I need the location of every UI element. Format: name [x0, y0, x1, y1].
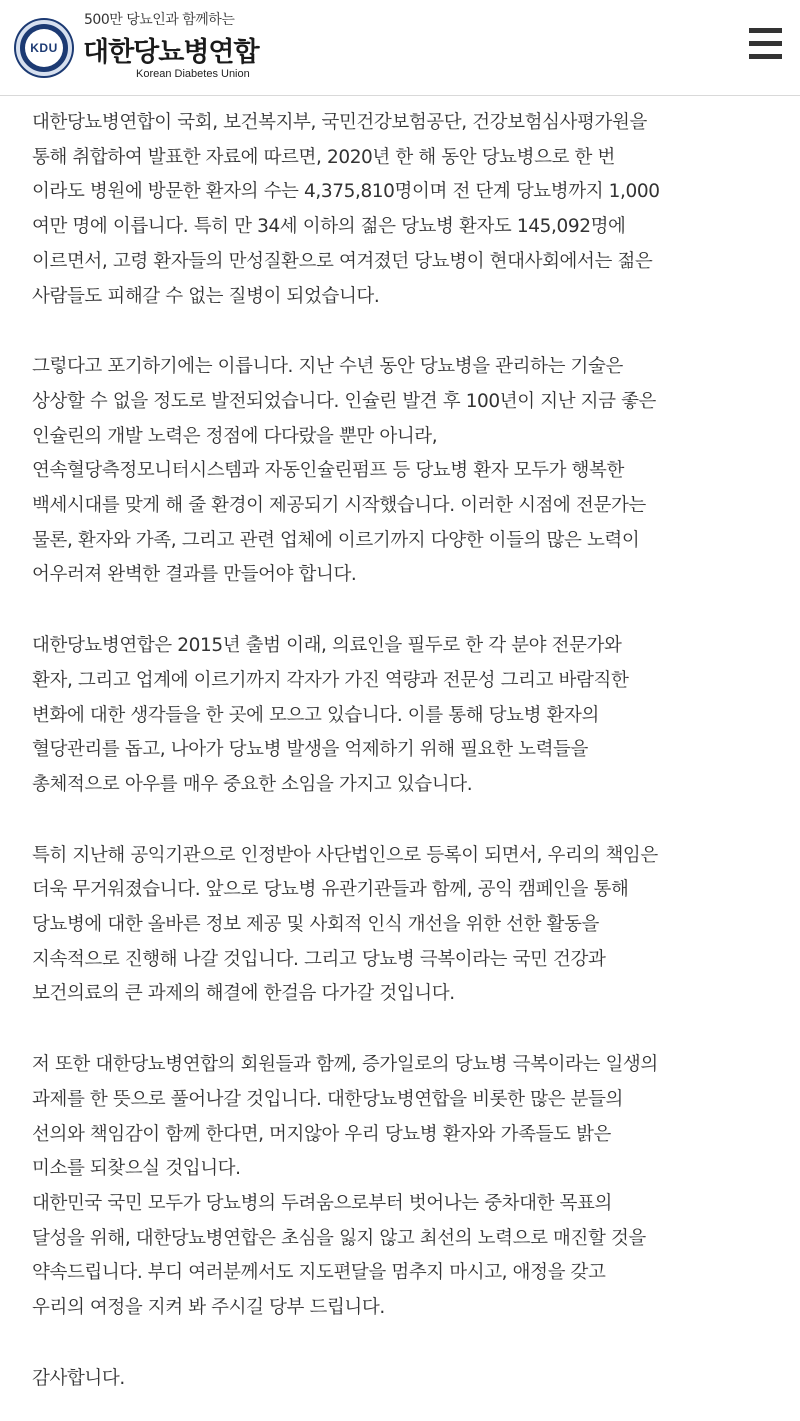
menu-bar [749, 54, 782, 59]
hamburger-menu-icon[interactable] [749, 28, 782, 60]
paragraph-line: 선의와 책임감이 함께 한다면, 머지않아 우리 당뇨병 환자와 가족들도 밝은 [32, 1123, 611, 1145]
paragraph-line: 대한당뇨병연합이 국회, 보건복지부, 국민건강보험공단, 건강보험심사평가원을 [32, 112, 647, 133]
article-paragraph [32, 629, 774, 803]
tagline: 500만 당뇨인과 함께하는 [84, 12, 235, 28]
paragraph-line: 통해 취합하여 발표한 자료에 따르면, 2020년 한 해 동안 당뇨병으로 한 번 [32, 146, 615, 168]
paragraph-line: 더욱 무거워졌습니다. 앞으로 당뇨병 유관기관들과 함께, 공익 캠페인을 통해 [32, 879, 629, 901]
paragraph-line: 백세시대를 맞게 해 줄 환경이 제공되기 시작했습니다. 이러한 시점에 전문가는 [32, 495, 646, 517]
menu-bar [749, 28, 782, 33]
paragraph-line: 연속혈당측정모니터시스템과 자동인슐린펌프 등 당뇨병 환자 모두가 행복한 [32, 460, 624, 482]
paragraph-line: 과제를 한 뜻으로 풀어나갈 것입니다. 대한당뇨병연합을 비롯한 많은 분들의 [32, 1088, 623, 1110]
paragraph-line: 미소를 되찾으실 것입니다. [32, 1158, 241, 1180]
paragraph-line: 물론, 환자와 가족, 그리고 관련 업체에 이르기까지 다양한 이들의 많은 노력이 [32, 529, 640, 551]
paragraph-line: 이르면서, 고령 환자들의 만성질환으로 여겨졌던 당뇨병이 현대사회에서는 젊은 [32, 250, 653, 272]
paragraph-line: 우리의 여정을 지켜 봐 주시길 당부 드립니다. [32, 1297, 385, 1319]
article-paragraph [32, 350, 774, 593]
article-paragraph [32, 839, 774, 1013]
logo-text: KDU [25, 29, 63, 67]
org-name[interactable]: 대한당뇨병연합 [83, 37, 259, 68]
paragraph-line: 환자, 그리고 업계에 이르기까지 각자가 가진 역량과 전문성 그리고 바람직한 [32, 669, 629, 691]
paragraph-line: 대한당뇨병연합은 2015년 출범 이래, 의료인을 필두로 한 각 분야 전문가와 [32, 635, 622, 657]
org-name-english: Korean Diabetes Union [136, 68, 250, 80]
paragraph-line: 혈당관리를 돕고, 나아가 당뇨병 발생을 억제하기 위해 필요한 노력들을 [32, 739, 588, 761]
paragraph-line: 대한민국 국민 모두가 당뇨병의 두려움으로부터 벗어나는 중차대한 목표의 [32, 1192, 612, 1214]
greeting-article [0, 96, 800, 1397]
paragraph-line: 변화에 대한 생각들을 한 곳에 모으고 있습니다. 이를 통해 당뇨병 환자의 [32, 704, 599, 726]
paragraph-line: 사람들도 피해갈 수 없는 질병이 되었습니다. [32, 285, 380, 307]
kdu-logo[interactable] [16, 20, 72, 76]
paragraph-line: 총체적으로 아우를 매우 중요한 소임을 가지고 있습니다. [32, 773, 473, 795]
article-paragraph [32, 1048, 774, 1326]
paragraph-line: 약속드립니다. 부디 여러분께서도 지도편달을 멈추지 마시고, 애정을 갖고 [32, 1262, 606, 1284]
paragraph-line: 인슐린의 개발 노력은 정점에 다다랐을 뿐만 아니라, [32, 425, 438, 447]
paragraph-line: 어우러져 완벽한 결과를 만들어야 합니다. [32, 564, 357, 586]
paragraph-line: 이라도 병원에 방문한 환자의 수는 4,375,810명이며 전 단계 당뇨병까지 1,000 [32, 181, 660, 203]
paragraph-line: 지속적으로 진행해 나갈 것입니다. 그리고 당뇨병 극복이라는 국민 건강과 [32, 948, 606, 970]
paragraph-line: 보건의료의 큰 과제의 해결에 한걸음 다가갈 것입니다. [32, 983, 455, 1005]
paragraph-line: 그렇다고 포기하기에는 이릅니다. 지난 수년 동안 당뇨병을 관리하는 기술은 [32, 356, 623, 378]
menu-bar [749, 41, 782, 46]
paragraph-line: 당뇨병에 대한 올바른 정보 제공 및 사회적 인식 개선을 위한 선한 활동을 [32, 914, 599, 936]
paragraph-line: 달성을 위해, 대한당뇨병연합은 초심을 잃지 않고 최선의 노력으로 매진할 것을 [32, 1227, 646, 1249]
paragraph-line: 여만 명에 이릅니다. 특히 만 34세 이하의 젊은 당뇨병 환자도 145,092명에 [32, 216, 626, 238]
paragraph-line: 상상할 수 없을 정도로 발전되었습니다. 인슐린 발견 후 100년이 지난 지금 좋은 [32, 390, 657, 412]
paragraph-line: 특히 지난해 공익기관으로 인정받아 사단법인으로 등록이 되면서, 우리의 책임은 [32, 844, 658, 866]
article-paragraph [32, 106, 774, 314]
paragraph-line: 저 또한 대한당뇨병연합의 회원들과 함께, 증가일로의 당뇨병 극복이라는 일생의 [32, 1054, 658, 1076]
paragraph-line: 감사합니다. [32, 1367, 125, 1389]
site-header [0, 0, 800, 96]
article-paragraph [32, 1362, 774, 1397]
